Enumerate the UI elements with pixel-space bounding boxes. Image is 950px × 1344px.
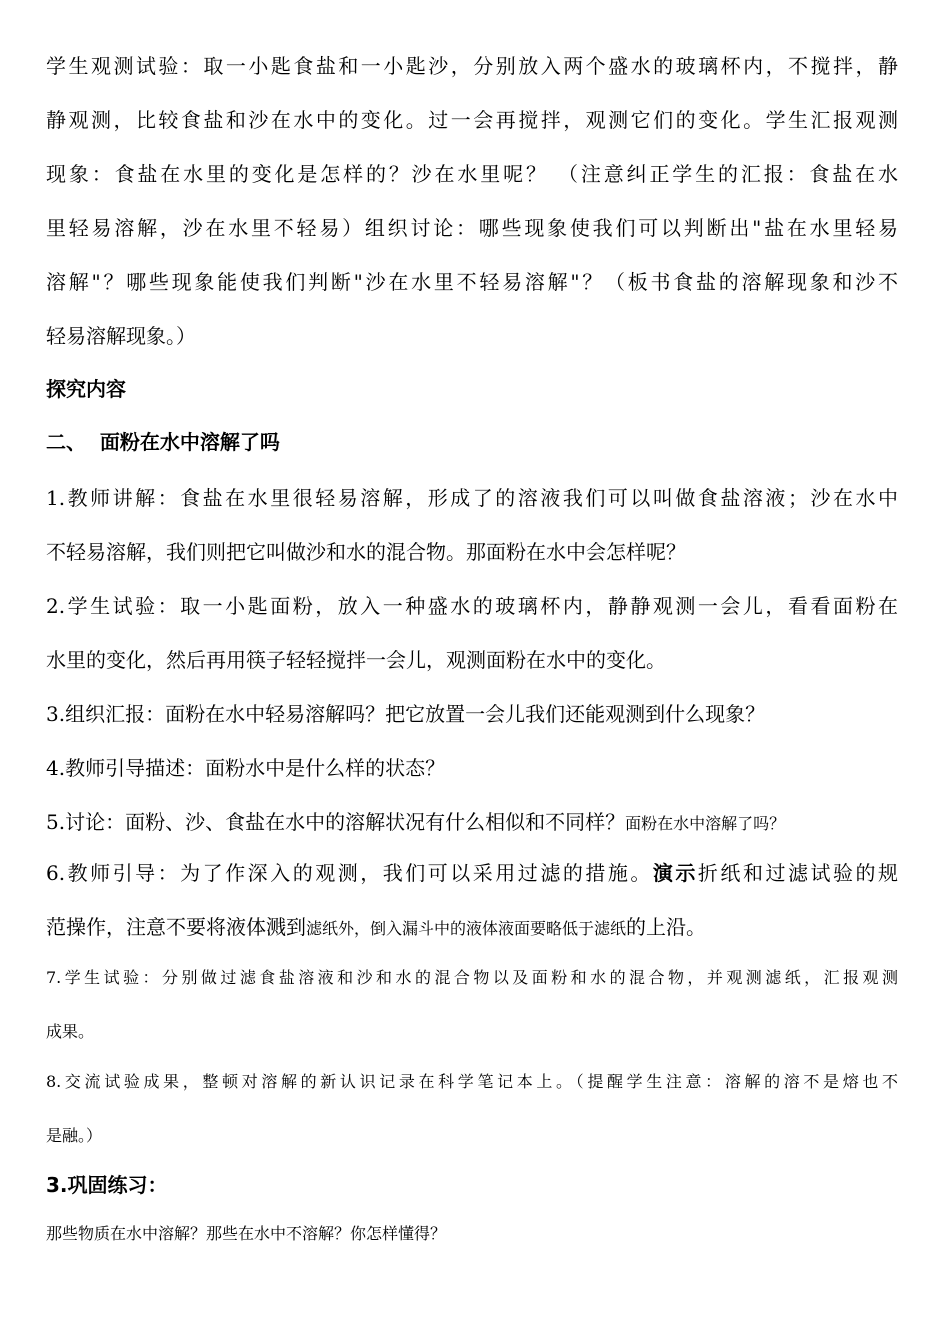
intro-line-6: 轻易溶解现象。） [46, 324, 196, 348]
item-6-line-2-text-a: 范操作，注意不要将液体溅到 [46, 915, 306, 939]
item-7-line-2: 成果。 [46, 1022, 95, 1041]
intro-line-2: 静观测，比较食盐和沙在水中的变化。过一会再搅拌，观测它们的变化。学生汇报观测 [46, 108, 898, 132]
item-5-line-1 [46, 808, 898, 838]
item-2-line-2: 水里的变化，然后再用筷子轻轻搅拌一会儿，观测面粉在水中的变化。 [46, 648, 666, 672]
section-three-heading: 3.巩固练习： [46, 1173, 168, 1197]
item-6-text-a: 6.教师引导：为了作深入的观测，我们可以采用过滤的措施。 [46, 861, 653, 885]
item-5-small-text: 面粉在水中溶解了吗？ [625, 814, 786, 833]
intro-line-3: 现象：食盐在水里的变化是怎样的？沙在水里呢？ （注意纠正学生的汇报：食盐在水 [46, 162, 898, 186]
item-6-line-2 [46, 913, 898, 943]
item-6-line-2-small-text: 滤纸外，倒入漏斗中的液体液面要略低于滤纸 [306, 919, 627, 938]
item-6-text-b: 折纸和过滤试验的规 [697, 861, 899, 885]
item-8-line-1: 8.交流试验成果，整顿对溶解的新认识记录在科学笔记本上。（提醒学生注意：溶解的溶不是熔也不 [46, 1072, 898, 1091]
intro-line-1: 学生观测试验：取一小匙食盐和一小匙沙，分别放入两个盛水的玻璃杯内，不搅拌，静 [46, 54, 898, 78]
item-8-line-2: 是融。） [46, 1126, 103, 1145]
practice-question: 那些物质在水中溶解？那些在水中不溶解？你怎样懂得？ [46, 1224, 447, 1243]
item-1-line-2: 不轻易溶解，我们则把它叫做沙和水的混合物。那面粉在水中会怎样呢？ [46, 540, 686, 564]
item-7-line-1: 7.学生试验：分别做过滤食盐溶液和沙和水的混合物以及面粉和水的混合物，并观测滤纸，汇报观测 [46, 968, 898, 987]
item-6-line-2-text-b: 的上沿。 [626, 915, 707, 939]
section-two-heading: 二、 面粉在水中溶解了吗 [46, 430, 280, 454]
item-1-line-1: 1.教师讲解：食盐在水里很轻易溶解，形成了的溶液我们可以叫做食盐溶液；沙在水中 [46, 486, 898, 510]
item-4-line-1: 4.教师引导描述：面粉水中是什么样的状态？ [46, 756, 446, 780]
item-2-line-1: 2.学生试验：取一小匙面粉，放入一种盛水的玻璃杯内，静静观测一会儿，看看面粉在 [46, 594, 898, 618]
item-3-line-1: 3.组织汇报：面粉在水中轻易溶解吗？把它放置一会儿我们还能观测到什么现象？ [46, 702, 766, 726]
intro-line-5: 溶解"？哪些现象能使我们判断"沙在水里不轻易溶解"？（板书食盐的溶解现象和沙不 [46, 270, 898, 294]
item-6-bold-text: 演示 [652, 861, 698, 885]
item-5-main-text: 5.讨论：面粉、沙、食盐在水中的溶解状况有什么相似和不同样？ [46, 810, 626, 834]
item-6-line-1 [46, 859, 898, 887]
intro-line-4: 里轻易溶解，沙在水里不轻易）组织讨论：哪些现象使我们可以判断出"盐在水里轻易 [46, 216, 898, 240]
section-explore-heading: 探究内容 [46, 377, 126, 401]
